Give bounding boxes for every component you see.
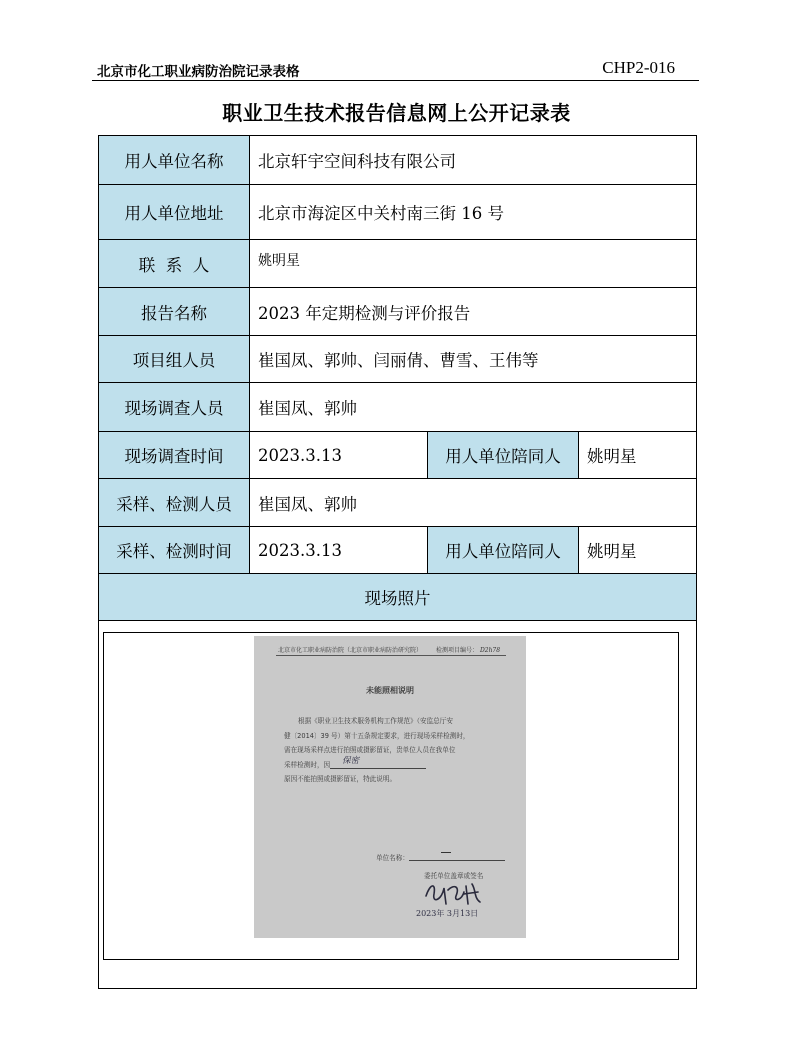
sampling-time-value: 2023.3.13 <box>250 527 428 574</box>
contact-label: 联 系 人 <box>99 240 250 288</box>
row-sampling-time <box>99 527 697 574</box>
form-code: CHP2-016 <box>602 58 675 77</box>
handwritten-reason: 保密 <box>342 755 360 766</box>
sampling-companion-label: 用人单位陪同人 <box>428 527 579 574</box>
statement-body <box>284 714 516 787</box>
survey-companion-value: 姚明星 <box>579 432 697 479</box>
row-survey-time <box>99 432 697 479</box>
header-rule <box>92 80 699 81</box>
sampling-companion-value: 姚明星 <box>579 527 697 574</box>
report-name-label: 报告名称 <box>99 288 250 336</box>
row-photo-heading <box>99 574 697 621</box>
photo-heading: 现场照片 <box>99 574 697 621</box>
statement-project-number: D2h78 <box>479 647 501 654</box>
statement-header-rule <box>276 655 506 656</box>
survey-time-label: 现场调查时间 <box>99 432 250 479</box>
row-report-name <box>99 288 697 336</box>
unit-name-line <box>409 852 505 861</box>
statement-project-label: 检测项目编号： <box>436 647 479 654</box>
row-project-members <box>99 336 697 383</box>
statement-line-2: 健〔2014〕39 号）第十五条规定要求，进行现场采样检测时， <box>284 731 470 740</box>
unit-name-label: 单位名称： <box>376 854 409 862</box>
survey-staff-label: 现场调查人员 <box>99 383 250 432</box>
handwritten-signature <box>420 876 490 910</box>
survey-time-value: 2023.3.13 <box>250 432 428 479</box>
employer-address-label: 用人单位地址 <box>99 185 250 240</box>
page-title: 职业卫生技术报告信息网上公开记录表 <box>222 101 571 125</box>
row-sampling-staff <box>99 479 697 527</box>
sampling-time-label: 采样、检测时间 <box>99 527 250 574</box>
statement-seal-label: 委托单位盖章或签名 <box>424 872 484 880</box>
survey-staff-value: 崔国凤、郭帅 <box>250 383 697 432</box>
institution-name: 北京市化工职业病防治院记录表格 <box>97 64 300 80</box>
sampling-staff-value: 崔国凤、郭帅 <box>250 479 697 527</box>
report-name-value: 2023 年定期检测与评价报告 <box>250 288 697 336</box>
statement-line-4 <box>284 755 516 773</box>
reason-blank <box>330 755 426 769</box>
statement-header-institution: 北京市化工职业病防治院（北京市职业病防治研究院） <box>278 647 423 654</box>
employer-name-label: 用人单位名称 <box>99 136 250 185</box>
statement-title: 未能照相说明 <box>366 686 414 695</box>
scanned-statement <box>254 636 526 938</box>
statement-line-3: 需在现场采样点进行拍照或摄影留证，贵单位人员在我单位 <box>284 746 456 754</box>
statement-unit-name <box>376 852 505 862</box>
survey-companion-label: 用人单位陪同人 <box>428 432 579 479</box>
statement-line-5: 原因不能拍照或摄影留证，特此说明。 <box>284 775 397 783</box>
row-employer-address <box>99 185 697 240</box>
statement-line-4-text: 采样检测时，因 <box>284 760 331 769</box>
row-survey-staff <box>99 383 697 432</box>
sampling-staff-label: 采样、检测人员 <box>99 479 250 527</box>
project-members-label: 项目组人员 <box>99 336 250 383</box>
statement-date: 2023年 3月13日 <box>416 909 479 918</box>
handwritten-dash <box>441 852 451 853</box>
statement-header-project <box>436 645 500 654</box>
project-members-value: 崔国凤、郭帅、闫丽倩、曹雪、王伟等 <box>250 336 697 383</box>
row-contact <box>99 240 697 288</box>
contact-value: 姚明星 <box>250 240 697 288</box>
statement-line-1: 根据《职业卫生技术服务机构工作规范》（安监总厅安 <box>298 717 453 725</box>
row-employer-name <box>99 136 697 185</box>
employer-name-value: 北京轩宇空间科技有限公司 <box>250 136 697 185</box>
employer-address-value: 北京市海淀区中关村南三街 16 号 <box>250 185 697 240</box>
